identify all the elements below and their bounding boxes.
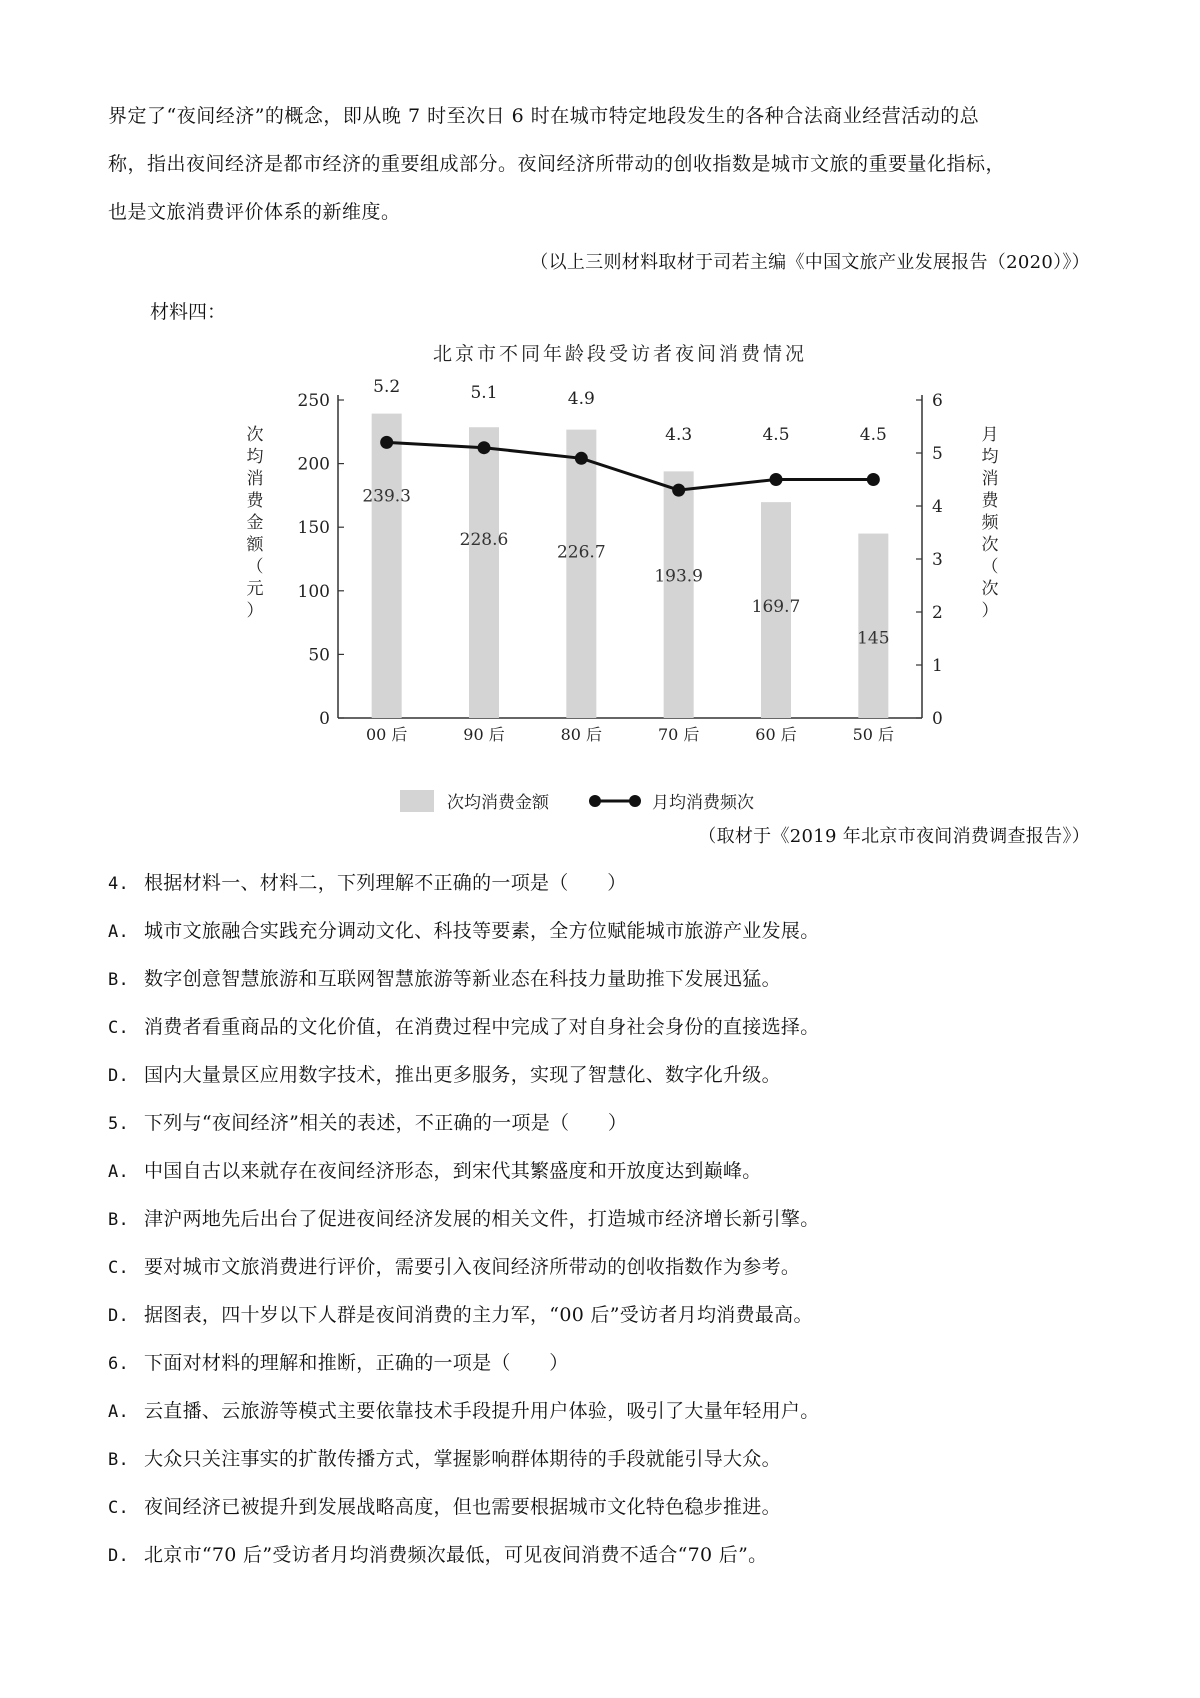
line-point bbox=[380, 436, 393, 449]
legend-line-point bbox=[629, 795, 641, 807]
line-value-label: 5.1 bbox=[470, 383, 498, 403]
left-axis-label-char: 额 bbox=[246, 535, 264, 555]
right-axis-label-char: 次 bbox=[981, 535, 999, 555]
left-axis-label-char: 金 bbox=[246, 513, 264, 533]
left-tick-label: 150 bbox=[297, 518, 330, 539]
x-tick-label: 80 后 bbox=[560, 725, 603, 744]
option-text: 要对城市文旅消费进行评价，需要引入夜间经济所带动的创收指数作为参考。 bbox=[144, 1256, 801, 1278]
right-axis-label-char: 费 bbox=[981, 491, 999, 511]
left-tick-label: 250 bbox=[297, 391, 330, 411]
bar bbox=[566, 430, 596, 718]
legend-line-point bbox=[589, 795, 601, 807]
right-axis-label-char: 月 bbox=[981, 425, 999, 445]
line-point bbox=[672, 484, 685, 497]
material4-label: 材料四： bbox=[150, 301, 227, 323]
option-text: 夜间经济已被提升到发展战略高度，但也需要根据城市文化特色稳步推进。 bbox=[144, 1496, 781, 1518]
option-letter: D. bbox=[108, 1306, 130, 1326]
chart-container bbox=[0, 320, 1200, 840]
question-5-option-b[interactable] bbox=[108, 1204, 820, 1231]
question-number: 5. bbox=[108, 1114, 130, 1134]
line-value-label: 4.5 bbox=[762, 425, 790, 445]
question-5-option-a[interactable] bbox=[108, 1156, 762, 1183]
option-letter: D. bbox=[108, 1066, 130, 1086]
option-text: 云直播、云旅游等模式主要依靠技术手段提升用户体验，吸引了大量年轻用户。 bbox=[144, 1400, 820, 1422]
right-axis-label bbox=[982, 425, 1000, 621]
option-text: 大众只关注事实的扩散传播方式，掌握影响群体期待的手段就能引导大众。 bbox=[144, 1448, 781, 1470]
option-text: 津沪两地先后出台了促进夜间经济发展的相关文件，打造城市经济增长新引擎。 bbox=[144, 1208, 820, 1230]
line-value-label: 5.2 bbox=[373, 377, 401, 397]
intro-line: 也是文旅消费评价体系的新维度。 bbox=[108, 201, 401, 223]
option-letter: D. bbox=[108, 1546, 130, 1566]
option-letter: C. bbox=[108, 1018, 130, 1038]
x-tick-label: 90 后 bbox=[463, 725, 505, 744]
bar-value-label: 193.9 bbox=[654, 566, 704, 587]
left-axis-label-char: 次 bbox=[246, 425, 264, 445]
bar-value-label: 239.3 bbox=[362, 486, 412, 507]
left-axis-label-char: （ bbox=[246, 557, 264, 577]
x-tick-label: 60 后 bbox=[755, 725, 797, 744]
right-axis-label-char: 消 bbox=[981, 469, 999, 489]
right-tick-label: 1 bbox=[932, 656, 943, 676]
question-6-option-b[interactable] bbox=[108, 1444, 781, 1471]
right-axis-label-char: 均 bbox=[981, 447, 999, 467]
question-5-option-c[interactable] bbox=[108, 1252, 800, 1279]
x-tick-label: 50 后 bbox=[852, 725, 895, 744]
question-4-option-b[interactable] bbox=[108, 964, 781, 991]
chart-source: （取材于《2019 年北京市夜间消费调查报告》） bbox=[698, 826, 1090, 847]
right-axis-label-char: 次 bbox=[981, 579, 999, 599]
line-point bbox=[478, 441, 491, 454]
left-tick-label: 0 bbox=[319, 709, 330, 729]
option-text: 国内大量景区应用数字技术，推出更多服务，实现了智慧化、数字化升级。 bbox=[144, 1064, 781, 1086]
question-6-option-d[interactable] bbox=[108, 1540, 767, 1567]
bar bbox=[664, 471, 694, 718]
left-tick-label: 50 bbox=[308, 645, 330, 666]
right-tick-label: 0 bbox=[932, 709, 943, 729]
left-axis-label-char: ） bbox=[246, 601, 264, 621]
question-5-option-d[interactable] bbox=[108, 1300, 813, 1327]
left-axis-label bbox=[247, 425, 265, 621]
option-letter: A. bbox=[108, 1402, 130, 1422]
left-axis-label-char: 均 bbox=[246, 447, 264, 467]
bar-value-label: 169.7 bbox=[751, 597, 801, 618]
right-tick-label: 2 bbox=[932, 603, 943, 623]
option-letter: A. bbox=[108, 922, 130, 942]
question-number: 4. bbox=[108, 874, 130, 894]
line-value-label: 4.3 bbox=[665, 425, 693, 445]
intro-paragraph bbox=[108, 92, 1098, 236]
line-point bbox=[867, 473, 880, 486]
right-axis-label-char: ） bbox=[981, 601, 999, 621]
right-axis-label-char: （ bbox=[981, 557, 999, 577]
option-text: 城市文旅融合实践充分调动文化、科技等要素，全方位赋能城市旅游产业发展。 bbox=[144, 920, 820, 942]
question-4-option-a[interactable] bbox=[108, 916, 820, 943]
right-tick-label: 6 bbox=[932, 391, 943, 411]
option-letter: C. bbox=[108, 1258, 130, 1278]
left-tick-label: 200 bbox=[297, 454, 330, 475]
option-letter: C. bbox=[108, 1498, 130, 1518]
right-tick-label: 3 bbox=[932, 550, 943, 570]
bar-value-label: 228.6 bbox=[459, 530, 509, 551]
bar-value-label: 226.7 bbox=[556, 542, 606, 563]
question-text: 下面对材料的理解和推断，正确的一项是（ ） bbox=[144, 1352, 569, 1374]
question-text: 根据材料一、材料二，下列理解不正确的一项是（ ） bbox=[144, 872, 627, 894]
question-6-option-a[interactable] bbox=[108, 1396, 820, 1423]
x-tick-label: 00 后 bbox=[365, 725, 408, 744]
right-axis-label-char: 频 bbox=[981, 513, 999, 533]
option-letter: A. bbox=[108, 1162, 130, 1182]
bar bbox=[858, 534, 888, 718]
option-letter: B. bbox=[108, 1450, 130, 1470]
question-4-option-d[interactable] bbox=[108, 1060, 781, 1087]
bar bbox=[469, 427, 499, 718]
legend-line-label: 月均消费频次 bbox=[652, 793, 754, 813]
frequency-line bbox=[387, 442, 874, 490]
option-text: 北京市“70 后”受访者月均消费频次最低，可见夜间消费不适合“70 后”。 bbox=[144, 1544, 768, 1566]
option-letter: B. bbox=[108, 970, 130, 990]
line-point bbox=[575, 452, 588, 465]
question-number: 6. bbox=[108, 1354, 130, 1374]
x-tick-label: 70 后 bbox=[657, 725, 700, 744]
chart-legend bbox=[400, 790, 754, 813]
line-series bbox=[373, 377, 887, 497]
bar-value-label: 145 bbox=[857, 628, 890, 649]
chart-title: 北京市不同年龄段受访者夜间消费情况 bbox=[432, 343, 808, 365]
materials-source: （以上三则材料取材于司若主编《中国文旅产业发展报告（2020）》） bbox=[530, 252, 1090, 273]
option-text: 据图表，四十岁以下人群是夜间消费的主力军，“00 后”受访者月均消费最高。 bbox=[144, 1304, 813, 1326]
left-axis-label-char: 费 bbox=[246, 491, 264, 511]
option-text: 中国自古以来就存在夜间经济形态，到宋代其繁盛度和开放度达到巅峰。 bbox=[144, 1160, 762, 1182]
intro-line: 界定了“夜间经济”的概念，即从晚 7 时至次日 6 时在城市特定地段发生的各种合法商业经营活动的总 bbox=[108, 105, 980, 127]
question-6-stem bbox=[108, 1348, 569, 1375]
question-4-stem bbox=[108, 868, 627, 895]
line-point bbox=[770, 473, 783, 486]
right-tick-label: 5 bbox=[932, 444, 943, 464]
left-tick-label: 100 bbox=[297, 581, 330, 602]
option-letter: B. bbox=[108, 1210, 130, 1230]
option-text: 消费者看重商品的文化价值，在消费过程中完成了对自身社会身份的直接选择。 bbox=[144, 1016, 820, 1038]
bar bbox=[372, 414, 402, 718]
question-text: 下列与“夜间经济”相关的表述，不正确的一项是（ ） bbox=[144, 1112, 628, 1134]
right-tick-label: 4 bbox=[932, 497, 943, 517]
intro-line: 称，指出夜间经济是都市经济的重要组成部分。夜间经济所带动的创收指数是城市文旅的重要量化指标， bbox=[108, 153, 1006, 175]
line-value-label: 4.5 bbox=[859, 425, 887, 445]
question-5-stem bbox=[108, 1108, 627, 1135]
left-axis-label-char: 元 bbox=[246, 579, 264, 599]
legend-bar-swatch bbox=[400, 790, 434, 812]
legend-bar-label: 次均消费金额 bbox=[447, 793, 549, 813]
question-4-option-c[interactable] bbox=[108, 1012, 820, 1039]
question-6-option-c[interactable] bbox=[108, 1492, 781, 1519]
left-axis-label-char: 消 bbox=[246, 469, 264, 489]
night-consumption-chart bbox=[0, 320, 1200, 840]
option-text: 数字创意智慧旅游和互联网智慧旅游等新业态在科技力量助推下发展迅猛。 bbox=[144, 968, 781, 990]
bar-series bbox=[362, 414, 889, 718]
line-value-label: 4.9 bbox=[567, 389, 595, 409]
